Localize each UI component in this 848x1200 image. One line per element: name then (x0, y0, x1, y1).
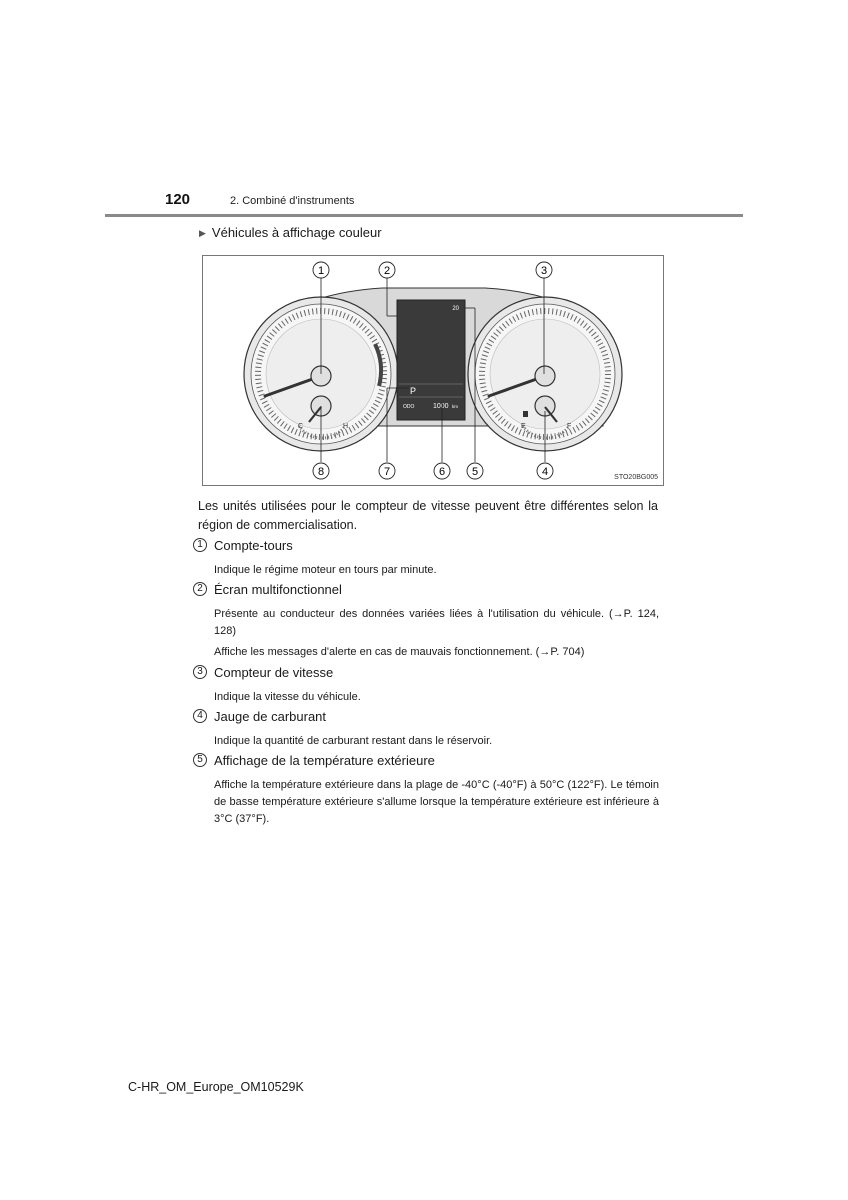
item-description: Indique le régime moteur en tours par minute. (214, 564, 437, 576)
item-title: Jauge de carburant (214, 709, 327, 724)
callout-4-label: 4 (541, 466, 549, 478)
subheading (199, 225, 382, 240)
display-gear: P (410, 386, 417, 396)
instrument-cluster-illustration (203, 256, 665, 487)
item-tachometer (193, 538, 663, 583)
item-number: 5 (193, 753, 207, 767)
svg-text:F: F (567, 423, 572, 430)
item-title: Affichage de la température extérieure (214, 753, 435, 768)
item-outside-temperature (193, 753, 663, 832)
instrument-cluster-figure (202, 255, 664, 486)
display-temperature: 20 (452, 306, 459, 312)
display-odo-unit: km (452, 404, 458, 409)
item-speedometer (193, 665, 663, 710)
callout-1-label: 1 (317, 265, 325, 277)
item-description: Affiche les messages d'alerte en cas de mauvais fonctionnement. (→P. 704) (214, 646, 585, 658)
intro-paragraph: Les unités utilisées pour le compteur de vitesse peuvent être différentes selon la région de commercialisation. (198, 499, 658, 532)
item-number: 4 (193, 709, 207, 723)
multi-information-display (397, 300, 465, 420)
item-description: Affiche la température extérieure dans la plage de -40°C (-40°F) à 50°C (122°F). Le témoin de basse température extérieure s'allume lorsque la température extérieure est inférieure à 3°C (37°F). (214, 779, 659, 825)
callout-5-label: 5 (471, 466, 479, 478)
header-rule (105, 214, 743, 217)
svg-text:H: H (343, 423, 349, 430)
item-title: Écran multifonctionnel (214, 582, 342, 597)
callout-8-label: 8 (317, 466, 325, 478)
item-description: Indique la vitesse du véhicule. (214, 691, 361, 703)
item-number: 2 (193, 582, 207, 596)
item-multi-information-display (193, 582, 663, 665)
callout-2-label: 2 (383, 265, 391, 277)
callout-6-label: 6 (438, 466, 446, 478)
svg-text:C: C (298, 423, 304, 430)
item-number: 1 (193, 538, 207, 552)
display-odo-label: ODO (403, 404, 415, 410)
callout-7-label: 7 (383, 466, 391, 478)
item-number: 3 (193, 665, 207, 679)
document-footer: C-HR_OM_Europe_OM10529K (128, 1080, 304, 1094)
section-title: 2. Combiné d'instruments (230, 195, 355, 207)
item-title: Compteur de vitesse (214, 665, 334, 680)
page-number: 120 (165, 191, 191, 208)
subheading-text: Véhicules à affichage couleur (211, 225, 382, 240)
callout-3-label: 3 (540, 265, 548, 277)
display-odo-value: 1000 (433, 403, 449, 410)
item-description: Indique la quantité de carburant restant dans le réservoir. (214, 735, 493, 747)
item-fuel-gauge (193, 709, 663, 754)
fuel-pump-icon (523, 411, 528, 417)
item-title: Compte-tours (214, 538, 293, 553)
triangle-bullet-icon: ▶ (199, 228, 206, 238)
item-description: Présente au conducteur des données variées liées à l'utilisation du véhicule. (→P. 124, 128) (214, 608, 659, 637)
figure-code: STO20BG005 (614, 474, 658, 481)
svg-text:E: E (521, 423, 526, 430)
